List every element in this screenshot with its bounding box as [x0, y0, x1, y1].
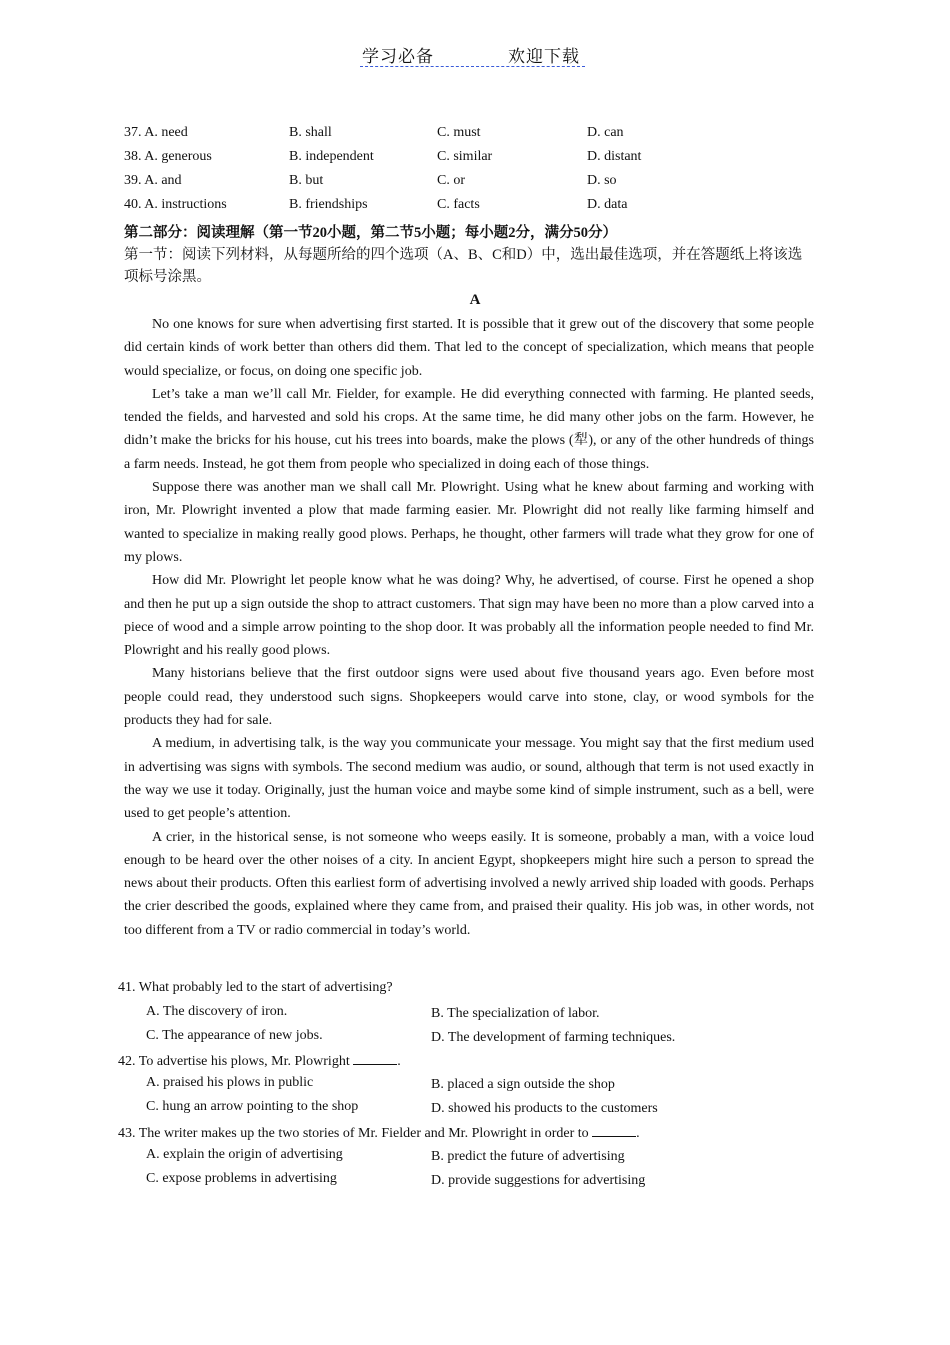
passage-paragraph: A crier, in the historical sense, is not someone who weeps easily. It is someone, probably a man, with a voice loud enough to be heard over the other noises of a city. In ancient Egypt, shopkeepers might hire such a person to spread the news about their products. Often this earliest form of advertising involved a newly arrived ship loaded with goods. Perhaps the crier described the goods, explained where they came from, and praised their quality. His job was, in other words, not too different from a TV or radio commercial in today’s world. [124, 829, 814, 938]
cloze-option-d: D. so [587, 173, 617, 188]
header-left-text: 学习必备 [362, 47, 434, 66]
cloze-option-b: B. shall [289, 125, 332, 140]
question-41-option-a: A. The discovery of iron. [146, 1004, 288, 1019]
passage-paragraph: Many historians believe that the first outdoor signs were used about five thousand years ago. Even before most people could read, they understood such signs. Shopkeepers would carve into stone, clay, or wood symbols for the products they had for sale. [124, 666, 814, 729]
question-43-option-b: B. predict the future of advertising [431, 1149, 625, 1164]
cloze-option-c: C. must [437, 125, 481, 140]
cloze-option-c: C. facts [437, 197, 480, 212]
cloze-number: 37. A. need [124, 125, 188, 140]
question-43-option-a: A. explain the origin of advertising [146, 1147, 343, 1162]
cloze-option-b: B. friendships [289, 197, 368, 212]
cloze-option-d: D. distant [587, 149, 642, 164]
passage-title: A [469, 292, 481, 308]
passage-paragraph: A medium, in advertising talk, is the way you communicate your message. You might say that the first medium used in advertising was signs with symbols. The second medium was audio, or sound, although that term is not used exactly in the way we use it today. Originally, just the human voice and maybe some kind of simple instrument, such as a bell, were used to get people’s attention. [124, 736, 814, 822]
passage-paragraph: How did Mr. Plowright let people know what he was doing? Why, he advertised, of course. First he opened a shop and then he put up a sign outside the shop to attract customers. That sign may have been no more than a plow carved into a piece of wood and a simple arrow pointing to the shop door. It was probably all the information people needed to find Mr. Plowright and his really good plows. [124, 573, 814, 659]
question-41: 41. What probably led to the start of advertising? [118, 980, 393, 995]
reading-passage [124, 313, 814, 942]
answer-blank [353, 1052, 397, 1065]
cloze-option-c: C. similar [437, 149, 493, 164]
section-heading: 第二部分：阅读理解（第一节20小题，第二节5小题；每小题2分，满分50分） [124, 225, 617, 241]
answer-blank [592, 1124, 636, 1137]
question-43-option-d: D. provide suggestions for advertising [431, 1173, 646, 1188]
question-42-option-a: A. praised his plows in public [146, 1075, 314, 1090]
question-42-option-c: C. hung an arrow pointing to the shop [146, 1099, 359, 1114]
question-41-option-d: D. The development of farming techniques. [431, 1030, 676, 1045]
question-42-option-b: B. placed a sign outside the shop [431, 1077, 615, 1092]
cloze-option-b: B. independent [289, 149, 374, 164]
passage-paragraph: No one knows for sure when advertising first started. It is possible that it grew out of the discovery that some people did certain kinds of work better than others did them. That led to the concept of specialization, which means that people would specialize, or focus, on doing one specific job. [124, 317, 814, 379]
question-41-option-b: B. The specialization of labor. [431, 1006, 600, 1021]
page-header [360, 40, 585, 67]
section-instruction: 第一节：阅读下列材料，从每题所给的四个选项（A、B、C和D）中，选出最佳选项，并在答题纸上将该选项标号涂黑。 [124, 247, 803, 285]
cloze-option-c: C. or [437, 173, 465, 188]
passage-paragraph: Let’s take a man we’ll call Mr. Fielder, for example. He did everything connected with farming. He planted seeds, tended the fields, and harvested and sold his crops. At the same time, he did many other jobs on the farm. However, he didn’t make the bricks for his house, cut his trees into boards, make the plows (犁), or any of the other hundreds of things a farm needs. Instead, he got them from people who specialized in doing each of those things. [124, 386, 814, 472]
question-43: 43. The writer makes up the two stories of Mr. Fielder and Mr. Plowright in order to . [118, 1126, 640, 1141]
cloze-option-d: D. can [587, 125, 624, 140]
question-42: 42. To advertise his plows, Mr. Plowright . [118, 1054, 401, 1069]
cloze-number: 40. A. instructions [124, 197, 227, 212]
cloze-option-d: D. data [587, 197, 628, 212]
header-right-text: 欢迎下载 [508, 47, 580, 66]
question-42-option-d: D. showed his products to the customers [431, 1101, 658, 1116]
question-43-option-c: C. expose problems in advertising [146, 1171, 337, 1186]
cloze-option-b: B. but [289, 173, 324, 188]
passage-paragraph: Suppose there was another man we shall call Mr. Plowright. Using what he knew about farming and working with iron, Mr. Plowright invented a plow that made farming easier. Mr. Plowright did not really like farming himself and wanted to specialize in making really good plows. Perhaps, he thought, other farmers will trade what they grow for one of my plows. [124, 480, 814, 565]
cloze-number: 38. A. generous [124, 149, 212, 164]
cloze-number: 39. A. and [124, 173, 182, 188]
question-41-option-c: C. The appearance of new jobs. [146, 1028, 323, 1043]
